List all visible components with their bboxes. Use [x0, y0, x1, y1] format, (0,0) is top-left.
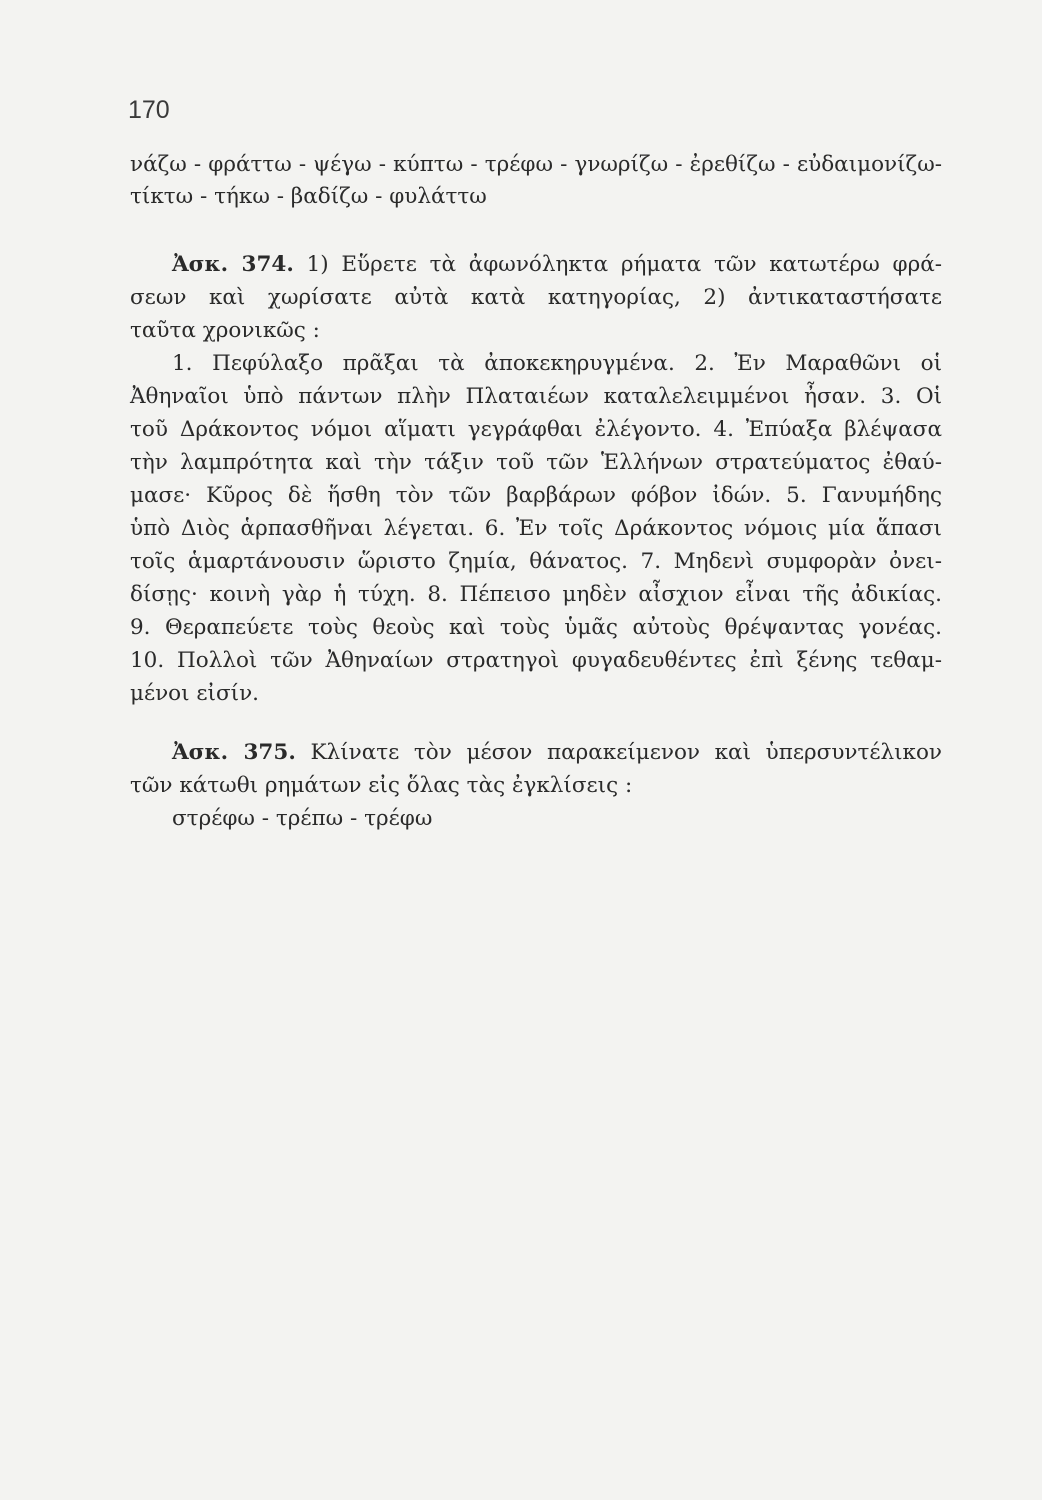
- exercise-374-line: μασε· Κῦρος δὲ ἥσθη τὸν τῶν βαρβάρων φόβον ἰδών. 5. Γανυμήδης: [130, 483, 942, 508]
- exercise-374-line: δίσῃς· κοινὴ γὰρ ἡ τύχη. 8. Πέπεισο μηδὲν αἶσχιον εἶναι τῆς ἀδικίας.: [130, 582, 942, 607]
- prev-exercise-line-2: τίκτω - τήκω - βαδίζω - φυλάττω: [130, 184, 487, 209]
- exercise-374-line: 9. Θεραπεύετε τοὺς θεοὺς καὶ τοὺς ὑμᾶς αὐτοὺς θρέψαντας γονέας.: [130, 615, 942, 640]
- exercise-374-line: Ἀθηναῖοι ὑπὸ πάντων πλὴν Πλαταιέων καταλελειμμένοι ἦσαν. 3. Οἱ: [130, 384, 942, 409]
- prev-exercise-line-1: νάζω - φράττω - ψέγω - κύπτω - τρέφω - γνωρίζω - ἐρεθίζω - εὐδαιμονίζω-: [130, 152, 942, 177]
- exercise-374-label: Ἀσκ. 374.: [172, 252, 294, 277]
- exercise-375-instruction-1: Κλίνατε τὸν μέσον παρακείμενον καὶ ὑπερσυντέλικον: [310, 740, 943, 765]
- exercise-374-line: 10. Πολλοὶ τῶν Ἀθηναίων στρατηγοὶ φυγαδευθέντες ἐπὶ ξένης τεθαμ-: [130, 648, 942, 673]
- exercise-374-line: τὴν λαμπρότητα καὶ τὴν τάξιν τοῦ τῶν Ἑλλήνων στρατεύματος ἐθαύ-: [130, 450, 942, 475]
- exercise-375-instruction-2: τῶν κάτωθι ρημάτων εἰς ὅλας τὰς ἐγκλίσεις :: [130, 773, 633, 798]
- exercise-374-instruction-3: ταῦτα χρονικῶς :: [130, 318, 320, 343]
- exercise-374-line: ὑπὸ Διὸς ἁρπασθῆναι λέγεται. 6. Ἐν τοῖς Δράκοντος νόμοις μία ἅπασι: [130, 516, 942, 541]
- exercise-374-line: μένοι εἰσίν.: [130, 681, 259, 706]
- exercise-375-label: Ἀσκ. 375.: [172, 740, 296, 765]
- exercise-374-line: τοῦ Δράκοντος νόμοι αἵματι γεγράφθαι ἐλέγοντο. 4. Ἐπύαξα βλέψασα: [130, 417, 942, 442]
- exercise-374-heading: [172, 249, 942, 281]
- exercise-374-instruction-2: σεων καὶ χωρίσατε αὐτὰ κατὰ κατηγορίας, 2) ἀντικαταστήσατε: [130, 285, 942, 310]
- exercise-374-line: τοῖς ἁμαρτάνουσιν ὥριστο ζημία, θάνατος. 7. Μηδενὶ συμφορὰν ὀνει-: [130, 549, 942, 574]
- exercise-374-line: 1. Πεφύλαξο πρᾶξαι τὰ ἀποκεκηρυγμένα. 2. Ἐν Μαραθῶνι οἱ: [172, 351, 942, 376]
- exercise-374-instruction-1: 1) Εὕρετε τὰ ἀφωνόληκτα ρήματα τῶν κατωτέρω φρά-: [306, 252, 942, 277]
- page-number: 170: [128, 96, 170, 124]
- exercise-375-verbs: στρέφω - τρέπω - τρέφω: [172, 806, 433, 831]
- exercise-375-heading: [172, 737, 942, 769]
